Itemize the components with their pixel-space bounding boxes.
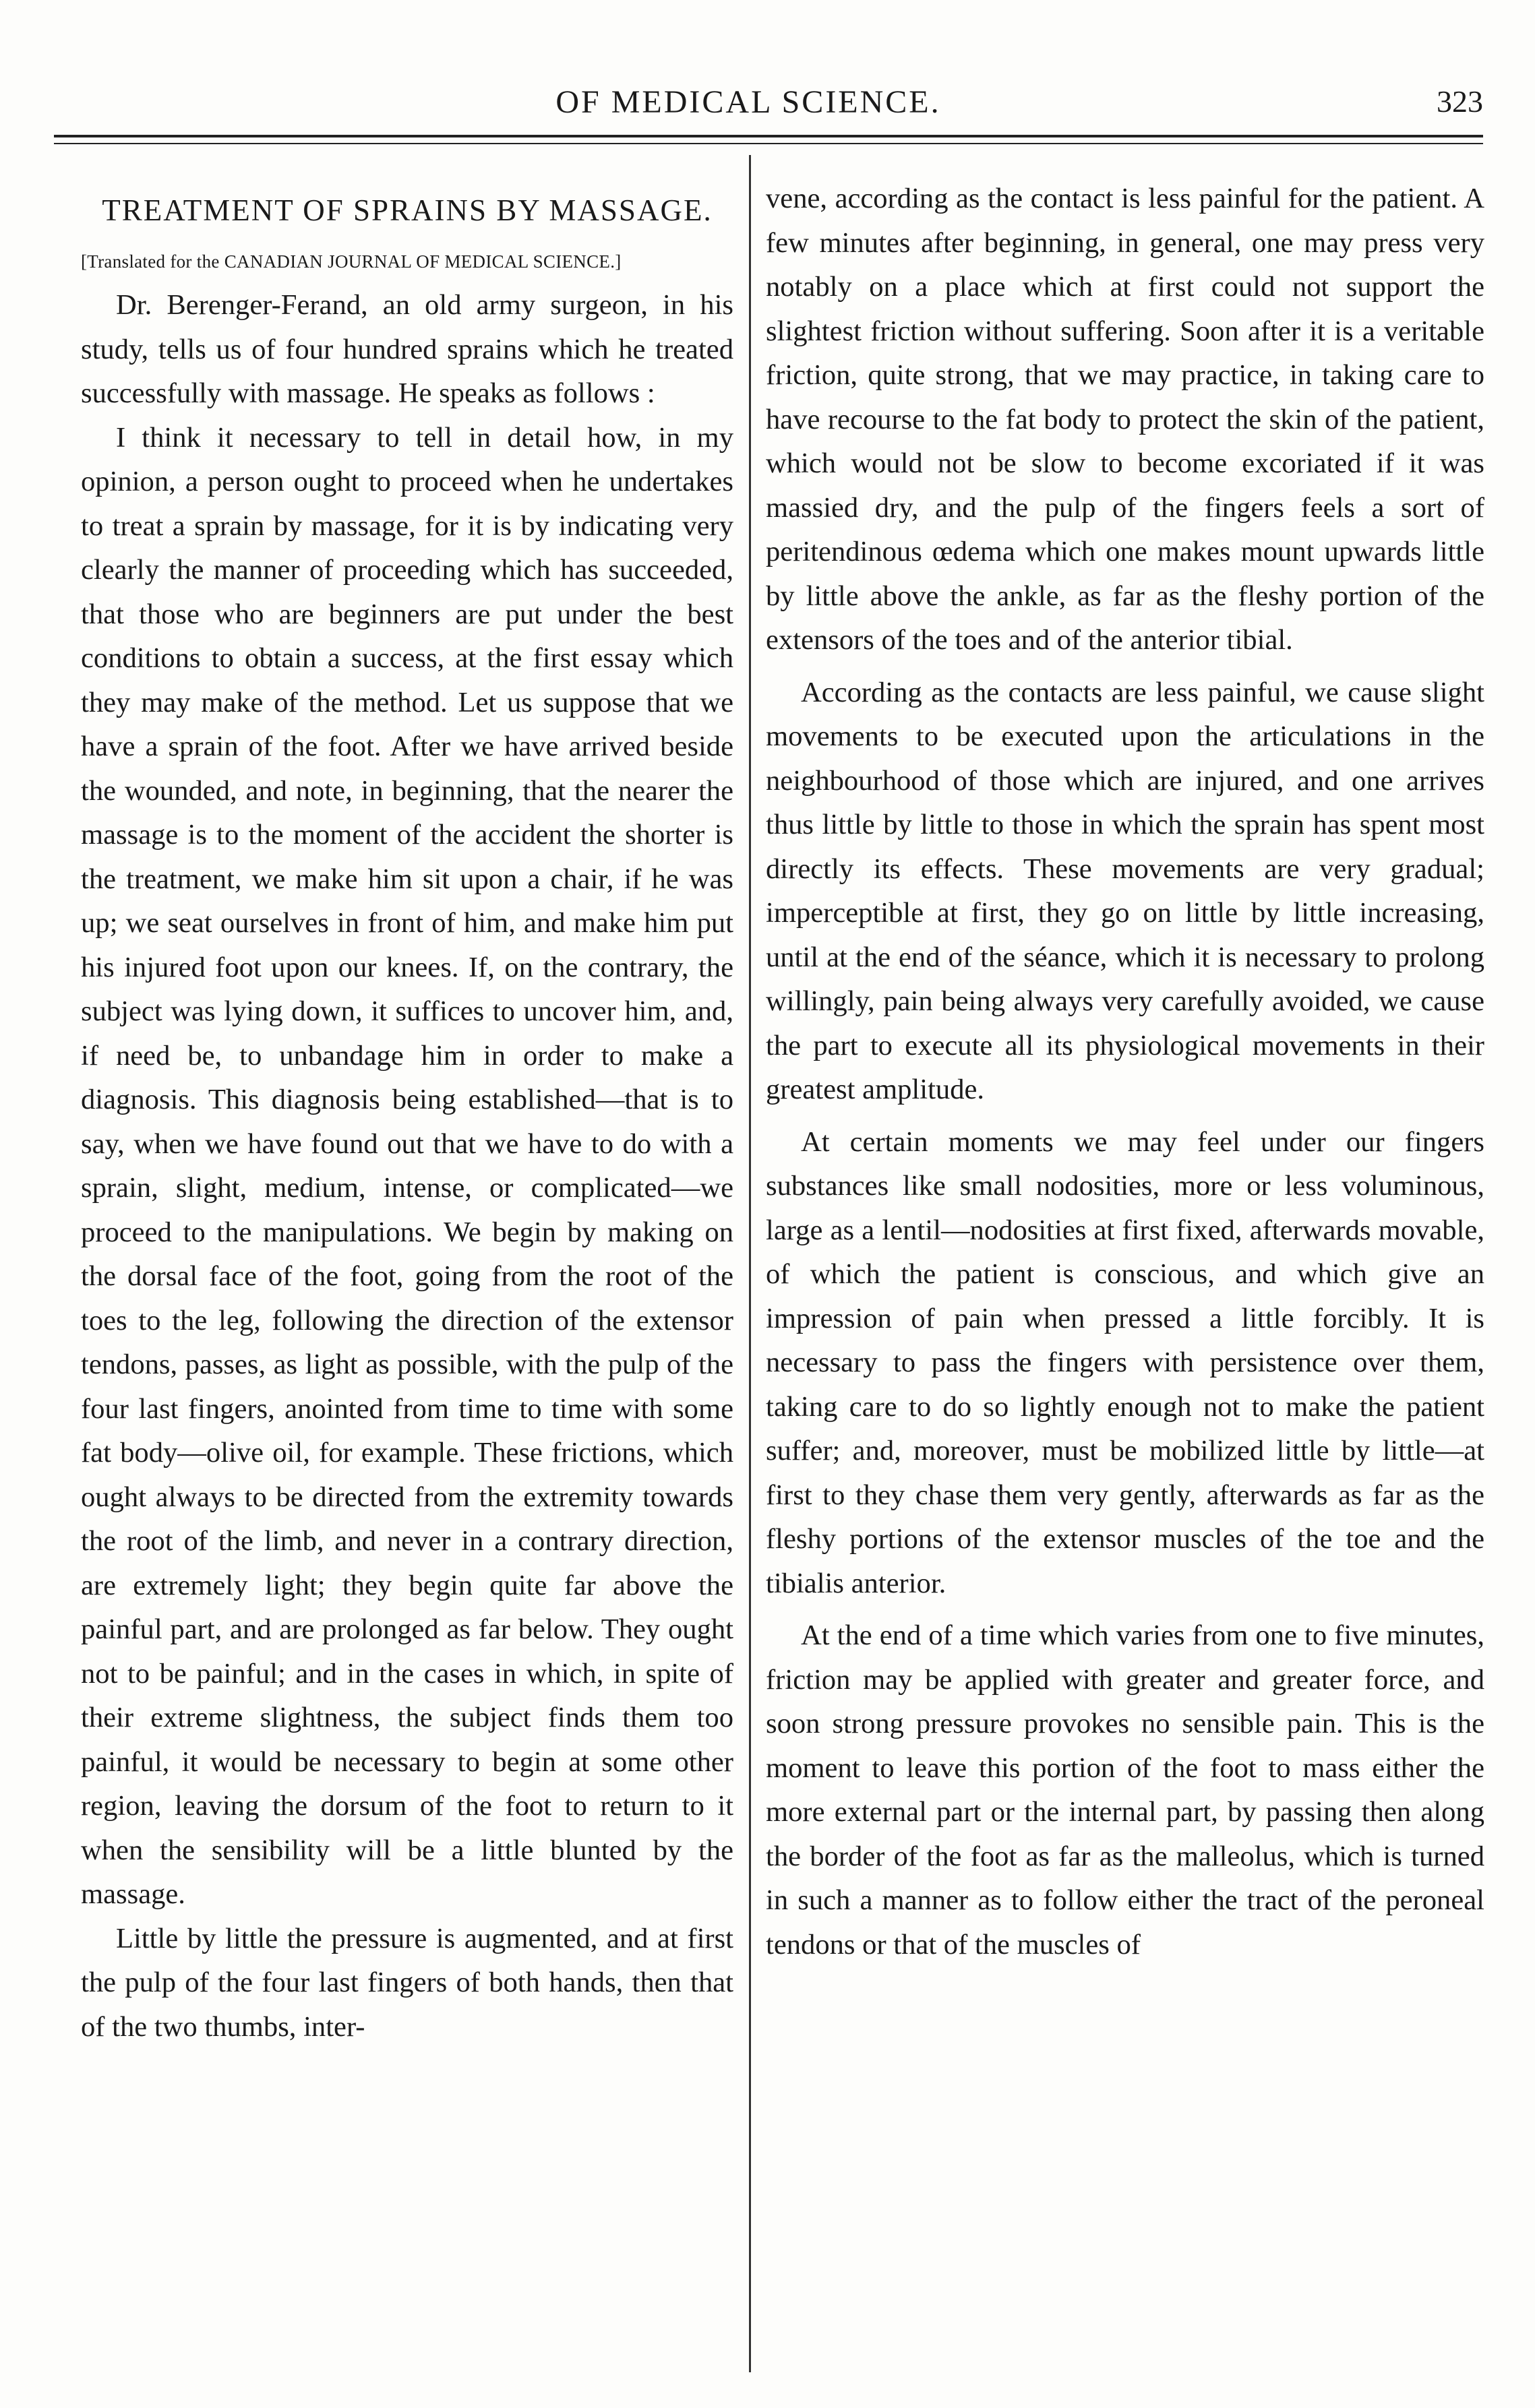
translation-note: [Translated for the CANADIAN JOURNAL OF MEDICAL SCIENCE.]: [81, 251, 622, 272]
header-rule-thin: [54, 143, 1483, 144]
paragraph-nodosities: At certain moments we may feel under our fingers substances like small nodosities, more or less voluminous, large as a lentil—nodosities at first fixed, afterwards movable, of which the patient is conscious, and which give an impression of pain when pressed a little forcibly. It is necessary to pass the fingers with persistence over them, taking care to do so lightly enough not to make the patient suffer; and, moreover, must be mobilized little by little—at first to they chase them very gently, afterwards as far as the fleshy portions of the extensor muscles of the toe and the tibialis anterior.: [766, 1125, 1484, 1599]
page-number: 323: [1437, 84, 1483, 119]
right-column: [766, 177, 1484, 2380]
paragraph-procedure: I think it necessary to tell in detail how, in my opinion, a person ought to proceed when he undertakes to treat a sprain by massage, for it is by indicating very clearly the manner of proceeding which has succeeded, that those who are beginners are put under the best conditions to obtain a success, at the first essay which they may make of the method. Let us suppose that we have a sprain of the foot. After we have arrived beside the wounded, and note, in beginning, that the nearer the massage is to the moment of the accident the shorter is the treatment, we make him sit upon a chair, if he was up; we seat ourselves in front of him, and make him put his injured foot upon our knees. If, on the contrary, the subject was lying down, it suffices to uncover him, and, if need be, to unbandage him in order to make a diagnosis. This diagnosis being established—that is to say, when we have found out that we have to do with a sprain, slight, medium, intense, or complicated—we proceed to the manipulations. We begin by making on the dorsal face of the foot, going from the root of the toes to the leg, following the direction of the extensor tendons, passes, as light as possible, with the pulp of the four last fingers, anointed from time to time with some fat body—olive oil, for example. These frictions, which ought always to be directed from the extremity towards the root of the limb, and never in a contrary direction, are extremely light; they begin quite far above the painful part, and are prolonged as far below. They ought not to be painful; and in the cases in which, in spite of their extreme slightness, the subject finds them too painful, it would be necessary to begin at some other region, leaving the dorsum of the foot to return to it when the sensibility will be a little blunted by the massage.: [81, 421, 733, 1910]
paragraph-pressure: Little by little the pressure is augmented, and at first the pulp of the four last fingers of both hands, then that of the two thumbs, inter-: [81, 1922, 733, 2043]
article-title: TREATMENT OF SPRAINS BY MASSAGE.: [102, 193, 713, 227]
running-head: [0, 80, 1535, 127]
left-column: [81, 181, 733, 2384]
paragraph-movements: According as the contacts are less painful, we cause slight movements to be executed upon the articulations in the neighbourhood of those which are injured, and one arrives thus little by little to those in which the sprain has spent most directly its effects. These movements are very gradual; imperceptible at first, they go on little by little increasing, until at the end of the séance, which it is necessary to prolong willingly, pain being always very carefully avoided, we cause the part to execute all its physiological movements in their greatest amplitude.: [766, 676, 1484, 1105]
paragraph-friction-force: At the end of a time which varies from one to five minutes, friction may be applied with greater and greater force, and soon strong pressure provokes no sensible pain. This is the moment to leave this portion of the foot to mass either the more external part or the internal part, by passing then along the border of the foot as far as the malleolus, which is turned in such a manner as to follow either the tract of the peroneal tendons or that of the muscles of: [766, 1619, 1484, 1961]
header-rule-thick: [54, 135, 1483, 137]
running-title: OF MEDICAL SCIENCE.: [555, 84, 941, 120]
paragraph-intro: Dr. Berenger-Ferand, an old army surgeon, in his study, tells us of four hundred sprains which he treated successfully with massage. He speaks as follows :: [81, 289, 733, 409]
paragraph-continued: vene, according as the contact is less painful for the patient. A few minutes after beginning, in general, one may press very notably on a place which at first could not support the slightest friction without suffering. Soon after it is a veritable friction, quite strong, that we may practice, in taking care to have recourse to the fat body to protect the skin of the patient, which would not be slow to become excoriated if it was massied dry, and the pulp of the fingers feels a sort of peritendinous œdema which one makes mount upwards little by little above the ankle, as far as the fleshy portion of the extensors of the toes and of the anterior tibial.: [766, 183, 1484, 656]
column-divider: [749, 155, 751, 2372]
